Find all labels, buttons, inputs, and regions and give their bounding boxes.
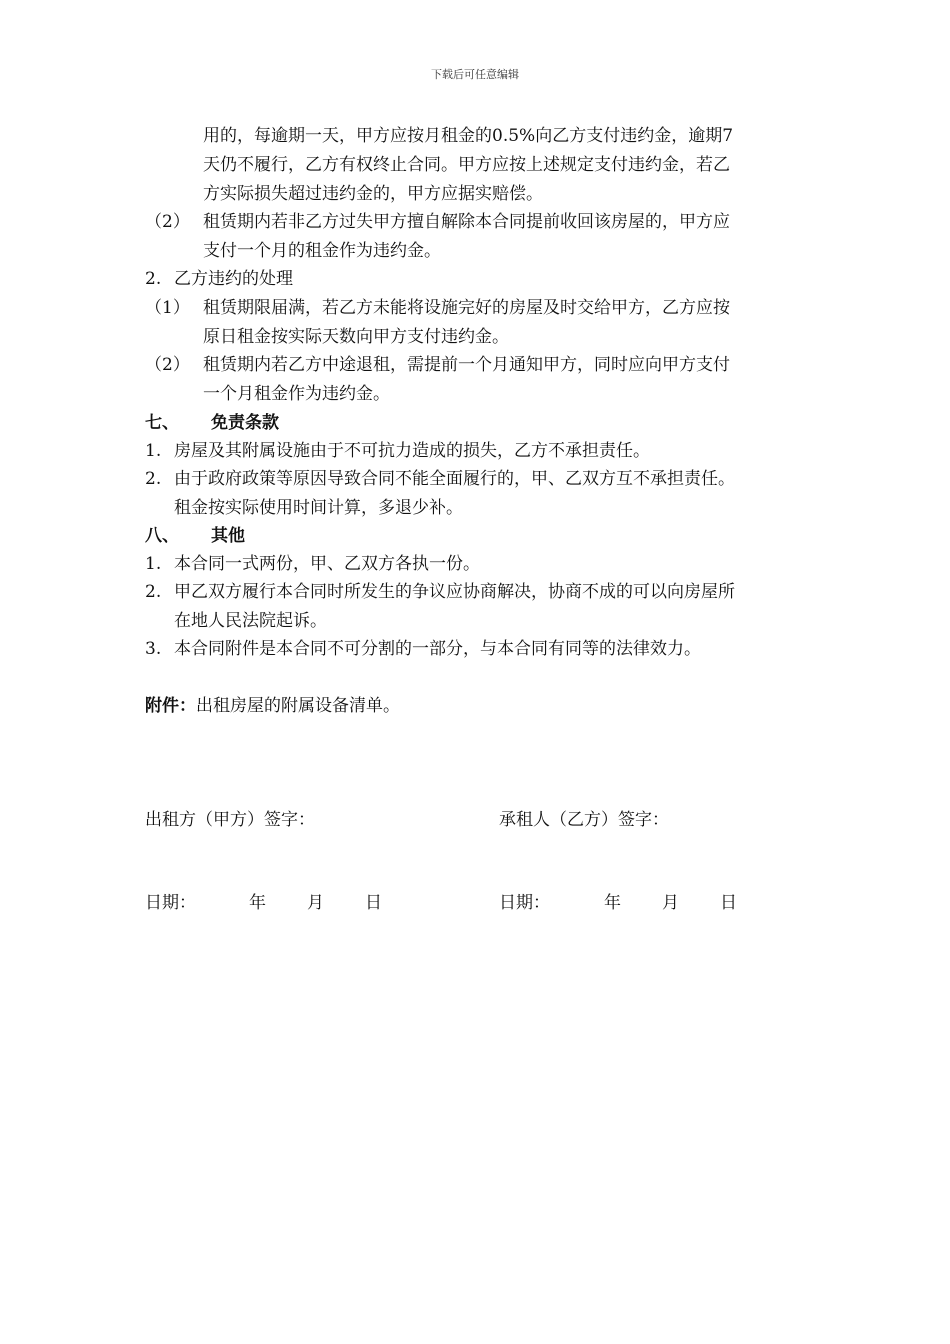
- list-number: 1.: [145, 554, 162, 574]
- section-title: 其他: [211, 526, 245, 546]
- paragraph-line: 天仍不履行，乙方有权终止合同。甲方应按上述规定支付违约金，若乙: [203, 155, 730, 175]
- subsection-number: 2.: [145, 269, 162, 289]
- item-text: 租赁期限届满，若乙方未能将设施完好的房屋及时交给甲方，乙方应按: [203, 298, 730, 318]
- list-item: 在地人民法院起诉。: [174, 611, 327, 631]
- landlord-date-day: 日: [365, 893, 382, 913]
- item-text: 原日租金按实际天数向甲方支付违约金。: [203, 327, 509, 347]
- item-text: 租赁期内若非乙方过失甲方擅自解除本合同提前收回该房屋的，甲方应: [203, 212, 730, 232]
- list-item: 房屋及其附属设施由于不可抗力造成的损失，乙方不承担责任。: [174, 441, 650, 461]
- landlord-date-label: 日期：: [145, 893, 196, 913]
- attachment-label: 附件：: [145, 696, 196, 716]
- list-number: 2.: [145, 469, 162, 489]
- item-text: 支付一个月的租金作为违约金。: [203, 241, 441, 261]
- list-number: 2.: [145, 582, 162, 602]
- subsection-title: 乙方违约的处理: [174, 269, 293, 289]
- item-number: （2）: [145, 212, 190, 232]
- item-number: （1）: [145, 298, 190, 318]
- landlord-signature-label: 出租方（甲方）签字：: [145, 810, 315, 830]
- tenant-date-label: 日期：: [499, 893, 550, 913]
- tenant-signature-label: 承租人（乙方）签字：: [499, 810, 669, 830]
- paragraph-line: 用的，每逾期一天，甲方应按月租金的0.5%向乙方支付违约金，逾期7: [203, 126, 734, 146]
- attachment-line: [145, 692, 400, 720]
- list-item: 本合同一式两份，甲、乙双方各执一份。: [174, 554, 480, 574]
- section-number: 八、: [145, 526, 179, 546]
- attachment-text: 出租房屋的附属设备清单。: [196, 696, 400, 716]
- page-header: 下载后可任意编辑: [431, 68, 519, 81]
- list-item: 由于政府政策等原因导致合同不能全面履行的，甲、乙双方互不承担责任。: [174, 469, 735, 489]
- item-number: （2）: [145, 355, 190, 375]
- tenant-date-month: 月: [662, 893, 679, 913]
- list-number: 3.: [145, 639, 162, 659]
- landlord-date-year: 年: [249, 893, 266, 913]
- list-item: 本合同附件是本合同不可分割的一部分，与本合同有同等的法律效力。: [174, 639, 701, 659]
- list-item: 租金按实际使用时间计算，多退少补。: [174, 498, 463, 518]
- tenant-date-day: 日: [720, 893, 737, 913]
- paragraph-line: 方实际损失超过违约金的，甲方应据实赔偿。: [203, 184, 543, 204]
- tenant-date-year: 年: [604, 893, 621, 913]
- list-item: 甲乙双方履行本合同时所发生的争议应协商解决，协商不成的可以向房屋所: [174, 582, 735, 602]
- section-number: 七、: [145, 413, 179, 433]
- item-text: 租赁期内若乙方中途退租，需提前一个月通知甲方，同时应向甲方支付: [203, 355, 730, 375]
- section-title: 免责条款: [211, 413, 279, 433]
- item-text: 一个月租金作为违约金。: [203, 384, 390, 404]
- list-number: 1.: [145, 441, 162, 461]
- landlord-date-month: 月: [307, 893, 324, 913]
